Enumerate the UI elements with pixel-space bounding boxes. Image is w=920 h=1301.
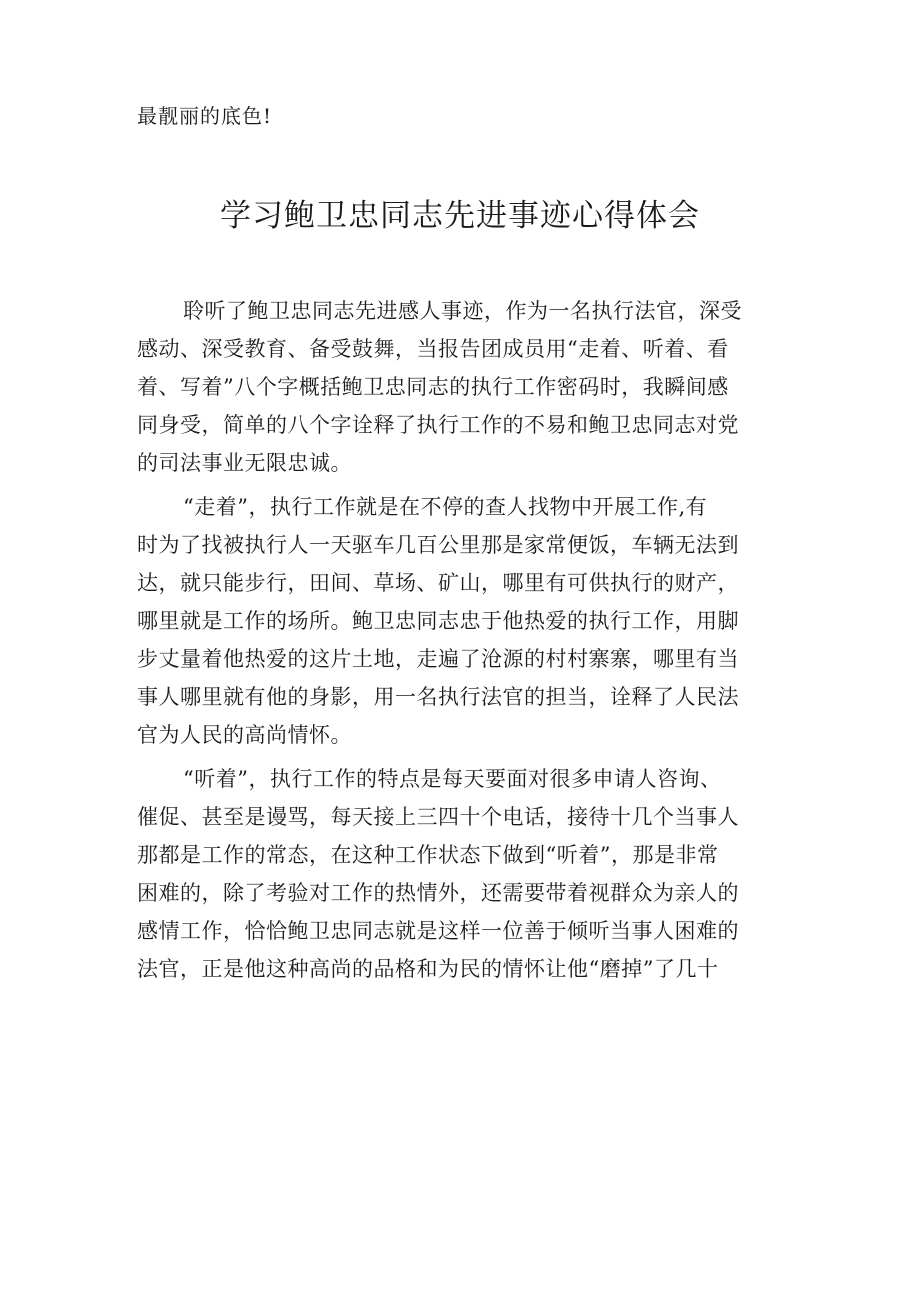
- previous-section-ending: 最靓丽的底色!: [137, 104, 273, 128]
- text-line: 困难的，除了考验对工作的热情外，还需要带着视群众为亲人的: [137, 881, 739, 905]
- text-line: 着、写着”八个字概括鲍卫忠同志的执行工作密码时，我瞬间感: [137, 375, 729, 399]
- body-text: [137, 292, 797, 994]
- text-line: 那都是工作的常态，在这种工作状态下做到“听着”，那是非常: [137, 843, 719, 867]
- text-line: 时为了找被执行人一天驱车几百公里那是家常便饭，车辆无法到: [137, 533, 739, 557]
- paragraph-3: [137, 760, 797, 988]
- text-line: 哪里就是工作的场所。鲍卫忠同志忠于他热爱的执行工作，用脚: [137, 609, 739, 633]
- text-line: “走着”，执行工作就是在不停的查人找物中开展工作,有: [183, 495, 708, 519]
- paragraph-2: [137, 488, 797, 754]
- text-line: 同身受，简单的八个字诠释了执行工作的不易和鲍卫忠同志对党: [137, 413, 739, 437]
- text-line: 达，就只能步行，田间、草场、矿山，哪里有可供执行的财产，: [137, 571, 739, 595]
- text-line: 聆听了鲍卫忠同志先进感人事迹，作为一名执行法官，深受: [183, 299, 742, 323]
- text-line: 步丈量着他热爱的这片土地，走遍了沧源的村村寨寨，哪里有当: [137, 647, 739, 671]
- paragraph-1: [137, 292, 797, 482]
- text-line: “听着”，执行工作的特点是每天要面对很多申请人咨询、: [183, 767, 722, 791]
- text-line: 官为人民的高尚情怀。: [137, 723, 352, 747]
- text-line: 感动、深受教育、备受鼓舞，当报告团成员用“走着、听着、看: [137, 337, 729, 361]
- text-line: 事人哪里就有他的身影，用一名执行法官的担当，诠释了人民法: [137, 685, 739, 709]
- text-line: 法官，正是他这种高尚的品格和为民的情怀让他“磨掉”了几十: [137, 957, 719, 981]
- document-title: 学习鲍卫忠同志先进事迹心得体会: [220, 198, 700, 234]
- text-line: 催促、甚至是谩骂，每天接上三四十个电话，接待十几个当事人: [137, 805, 739, 829]
- text-line: 感情工作，恰恰鲍卫忠同志就是这样一位善于倾听当事人困难的: [137, 919, 739, 943]
- text-line: 的司法事业无限忠诚。: [137, 451, 352, 475]
